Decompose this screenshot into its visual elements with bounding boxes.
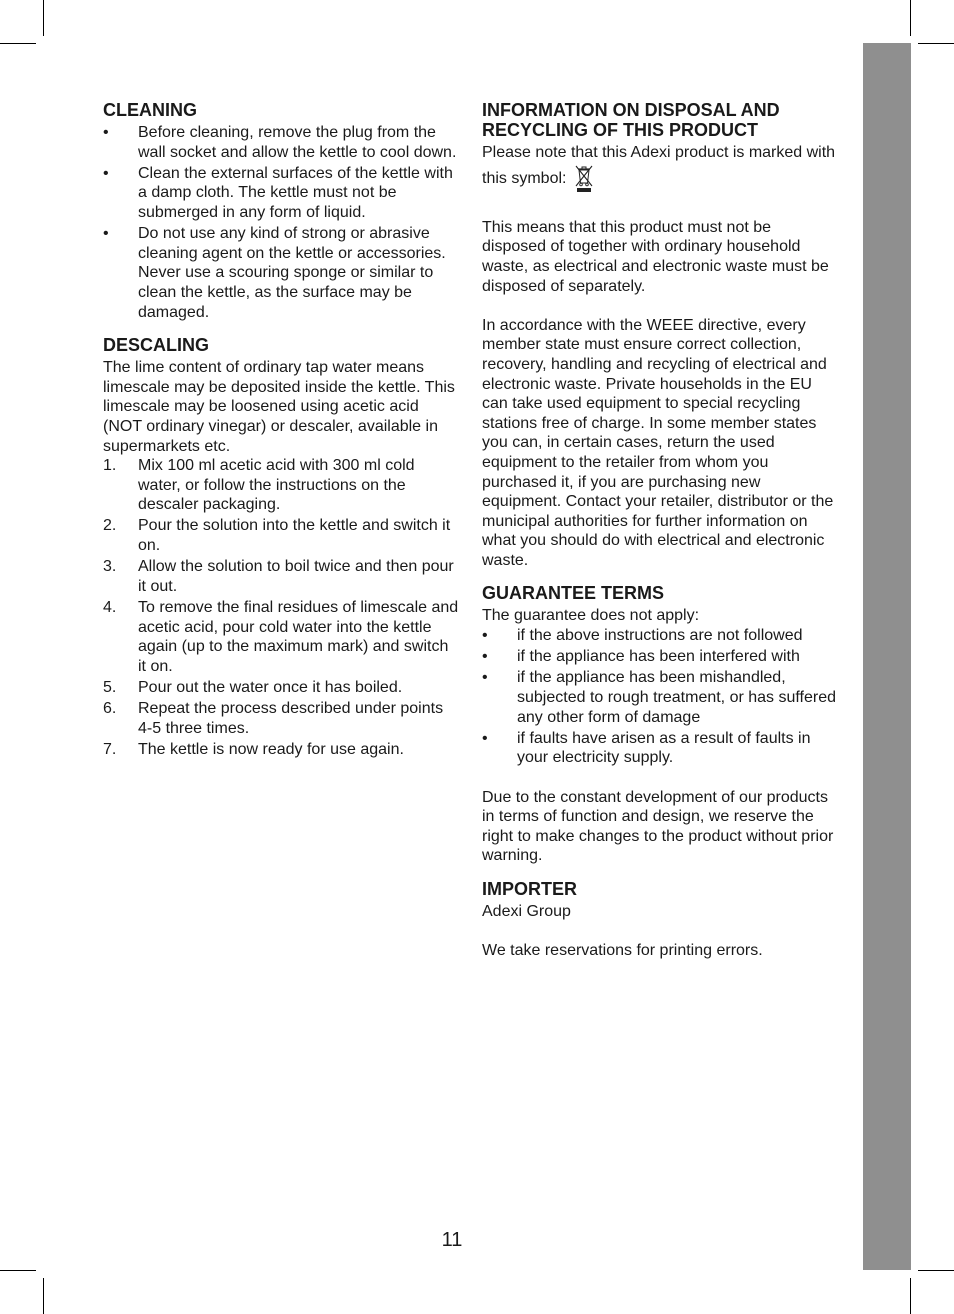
list-item-text: if the appliance has been mishandled, subjected to rough treatment, or has suffered any other form of damage	[517, 669, 837, 726]
bullet: •	[103, 164, 109, 182]
crop-mark	[918, 43, 954, 44]
descaling-section	[103, 335, 459, 759]
step-number: 4.	[103, 599, 117, 617]
cleaning-section	[103, 100, 459, 322]
crop-mark	[43, 0, 44, 36]
left-column	[103, 100, 459, 773]
cleaning-list	[103, 123, 459, 322]
list-item	[103, 123, 459, 162]
step-item	[103, 598, 459, 676]
symbol-note	[482, 143, 838, 198]
step-text: To remove the final residues of limescale and acetic acid, pour cold water into the kettle again (up to the maximum mark) and switch it on.	[138, 599, 459, 675]
list-item-text: Clean the external surfaces of the kettle with a damp cloth. The kettle must not be submerged in any form of liquid.	[138, 164, 453, 221]
step-item	[103, 678, 459, 698]
descaling-heading: DESCALING	[103, 335, 210, 356]
crop-mark	[918, 1270, 954, 1271]
list-item-text: Do not use any kind of strong or abrasive cleaning agent on the kettle or accessories. Never use a scouring sponge or similar to clean the kettle, as the surface may be damaged.	[138, 225, 446, 321]
printing-errors-note: We take reservations for printing errors.	[482, 942, 763, 960]
step-number: 3.	[103, 558, 117, 576]
guarantee-intro: The guarantee does not apply:	[482, 607, 700, 625]
importer-heading: IMPORTER	[482, 878, 578, 899]
step-item	[103, 456, 459, 515]
disposal-section	[482, 100, 838, 570]
list-item	[103, 224, 459, 322]
bullet: •	[482, 729, 488, 747]
step-number: 7.	[103, 740, 117, 758]
bullet: •	[482, 648, 488, 666]
crop-mark	[0, 43, 36, 44]
list-item-text: if the appliance has been interfered with	[517, 648, 800, 666]
symbol-note-text: Please note that this Adexi product is marked with this symbol:	[482, 144, 836, 187]
bullet: •	[482, 627, 488, 645]
step-number: 5.	[103, 679, 117, 696]
bullet: •	[103, 225, 109, 243]
descaling-steps	[103, 456, 459, 759]
step-text: Pour the solution into the kettle and switch it on.	[138, 517, 451, 555]
descaling-intro: The lime content of ordinary tap water means limescale may be deposited inside the kettle. This limescale may be loosened using acetic acid (NOT ordinary vinegar) or descaler, available in supermarkets etc.	[103, 359, 455, 455]
guarantee-list	[482, 626, 838, 768]
crop-mark	[910, 1278, 911, 1314]
list-item	[482, 729, 838, 768]
list-item	[482, 647, 838, 667]
importer-section	[482, 879, 838, 961]
step-item	[103, 557, 459, 596]
step-item	[103, 740, 459, 760]
guarantee-closing: Due to the constant development of our products in terms of function and design, we reserve the right to make changes to the product without prior warning.	[482, 788, 834, 865]
crossed-out-wheelie-bin-icon	[573, 163, 595, 199]
step-text: The kettle is now ready for use again.	[138, 740, 404, 758]
step-number: 2.	[103, 517, 117, 535]
step-text: Allow the solution to boil twice and then pour it out.	[138, 558, 454, 595]
right-column	[482, 100, 838, 974]
step-item	[103, 699, 459, 738]
step-text: Pour out the water once it has boiled.	[138, 679, 403, 696]
disposal-heading: INFORMATION ON DISPOSAL AND RECYCLING OF THIS PRODUCT	[482, 100, 780, 140]
disposal-paragraph-2: In accordance with the WEEE directive, every member state must ensure correct collection, recovery, handling and recycling of electrical and electronic waste. Private households in the EU can take used equipment to special recycling stations free of charge. In some member states you can, in certain cases, return the used equipment to the retailer from whom you purchased it, if you are purchasing new equipment. Contact your retailer, distributor or the municipal authorities for further information on what you should do with electrical and electronic waste.	[482, 316, 834, 569]
step-text: Mix 100 ml acetic acid with 300 ml cold water, or follow the instructions on the descaler packaging.	[138, 457, 415, 514]
bullet: •	[103, 124, 109, 141]
list-item-text: if faults have arisen as a result of faults in your electricity supply.	[517, 729, 811, 767]
list-item	[482, 668, 838, 727]
crop-mark	[910, 0, 911, 36]
step-item	[103, 516, 459, 555]
step-number: 6.	[103, 700, 117, 718]
crop-mark	[43, 1278, 44, 1314]
guarantee-heading: GUARANTEE TERMS	[482, 583, 665, 604]
guarantee-section	[482, 583, 838, 866]
cleaning-heading: CLEANING	[103, 100, 197, 120]
list-item-text: if the above instructions are not followed	[517, 627, 803, 645]
side-tab	[863, 43, 911, 1270]
importer-name: Adexi Group	[482, 902, 571, 920]
page-number: 11	[441, 1229, 463, 1251]
list-item	[482, 626, 838, 646]
step-number: 1.	[103, 457, 117, 475]
list-item	[103, 164, 459, 223]
disposal-paragraph-1: This means that this product must not be disposed of together with ordinary household waste, as electrical and electronic waste must be disposed of separately.	[482, 218, 829, 295]
list-item-text: Before cleaning, remove the plug from the wall socket and allow the kettle to cool down.	[138, 124, 457, 161]
crop-mark	[0, 1270, 36, 1271]
step-text: Repeat the process described under points 4-5 three times.	[138, 700, 444, 737]
bullet: •	[482, 669, 488, 687]
